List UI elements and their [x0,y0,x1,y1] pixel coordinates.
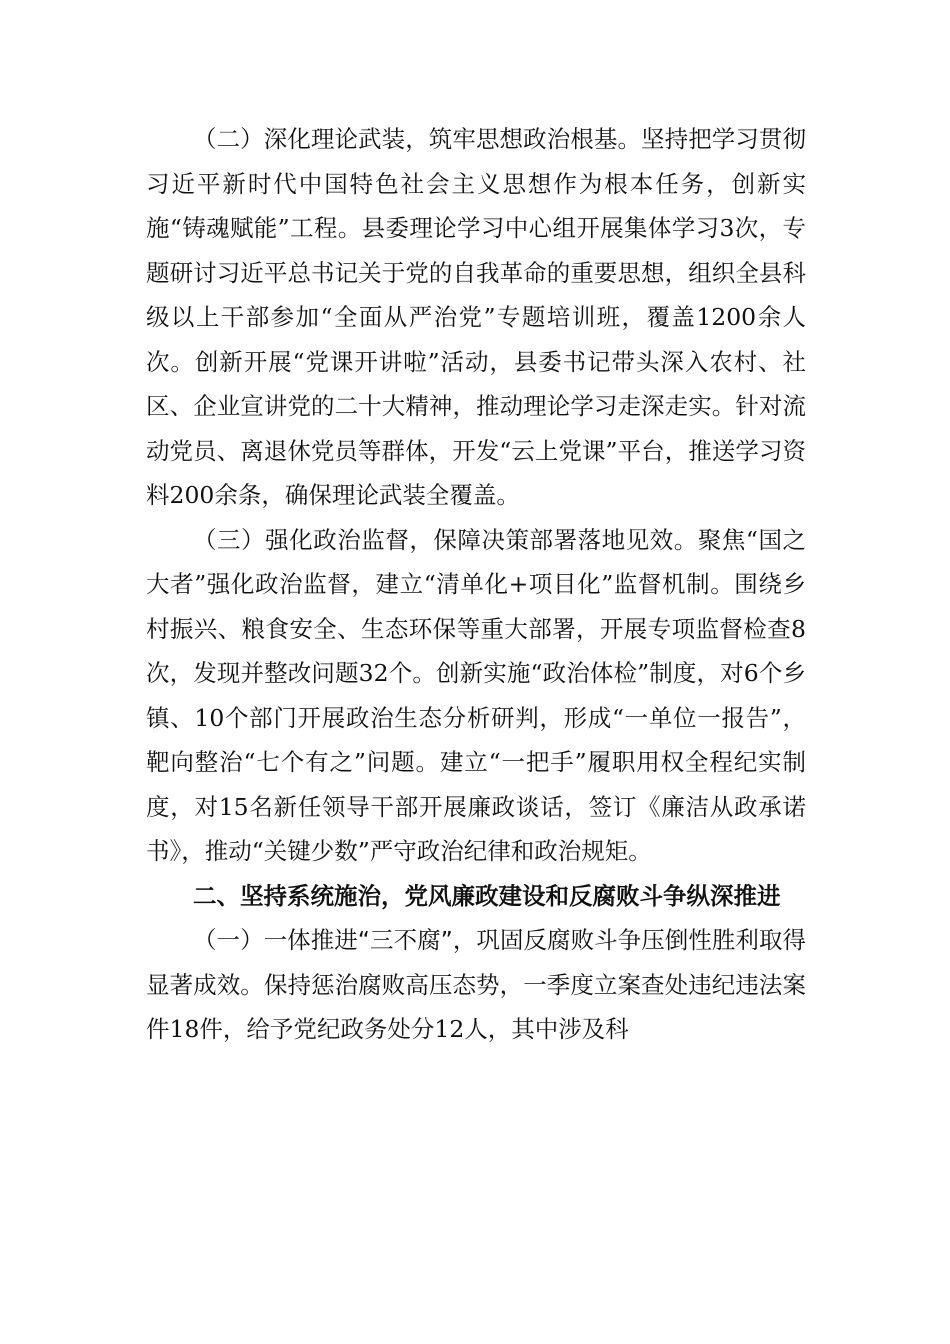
paragraph-lead: （一）一体推进“三不腐”，巩固反腐败斗争压倒性胜利取得显著成效。 [146,926,806,999]
paragraph-lead: （三）强化政治监督，保障决策部署落地见效。 [193,525,698,554]
paragraph-text: 保持惩治腐败高压态势，一季度立案查处违纪违法案件18件，给予党纪政务处分12人，其中涉及科 [146,970,807,1043]
paragraph-theory-armament [146,117,806,518]
paragraph-three-no-corruption [146,918,806,1052]
document-body [146,117,806,1052]
paragraph-text: 聚焦“国之大者”强化政治监督，建立“清单化+项目化”监督机制。围绕乡村振兴、粮食安全、生态环保等重大部署，开展专项监督检查8次，发现并整改问题32个。创新实施“政治体检”制度，对6个乡镇、10个部门开展政治生态分析研判，形成“一单位一报告”，靶向整治“七个有之”问题。建立“一把手”履职用权全程纪实制度，对15名新任领导干部开展廉政谈话，签订《廉洁从政承诺书》，推动“关键少数”严守政治纪律和政治规矩。 [146,525,806,865]
section-heading: 二、坚持系统施治，党风廉政建设和反腐败斗争纵深推进 [193,881,781,910]
paragraph-text: 坚持把学习贯彻习近平新时代中国特色社会主义思想作为根本任务，创新实施“铸魂赋能”工程。县委理论学习中心组开展集体学习3次，专题研讨习近平总书记关于党的自我革命的重要思想，组织全县科级以上干部参加“全面从严治党”专题培训班，覆盖1200余人次。创新开展“党课开讲啦”活动，县委书记带头深入农村、社区、企业宣讲党的二十大精神，推动理论学习走深走实。针对流动党员、离退休党员等群体，开发“云上党课”平台，推送学习资料200余条，确保理论武装全覆盖。 [146,125,807,509]
paragraph-lead: （二）深化理论武装，筑牢思想政治根基。 [193,125,642,153]
paragraph-political-supervision [146,518,806,874]
